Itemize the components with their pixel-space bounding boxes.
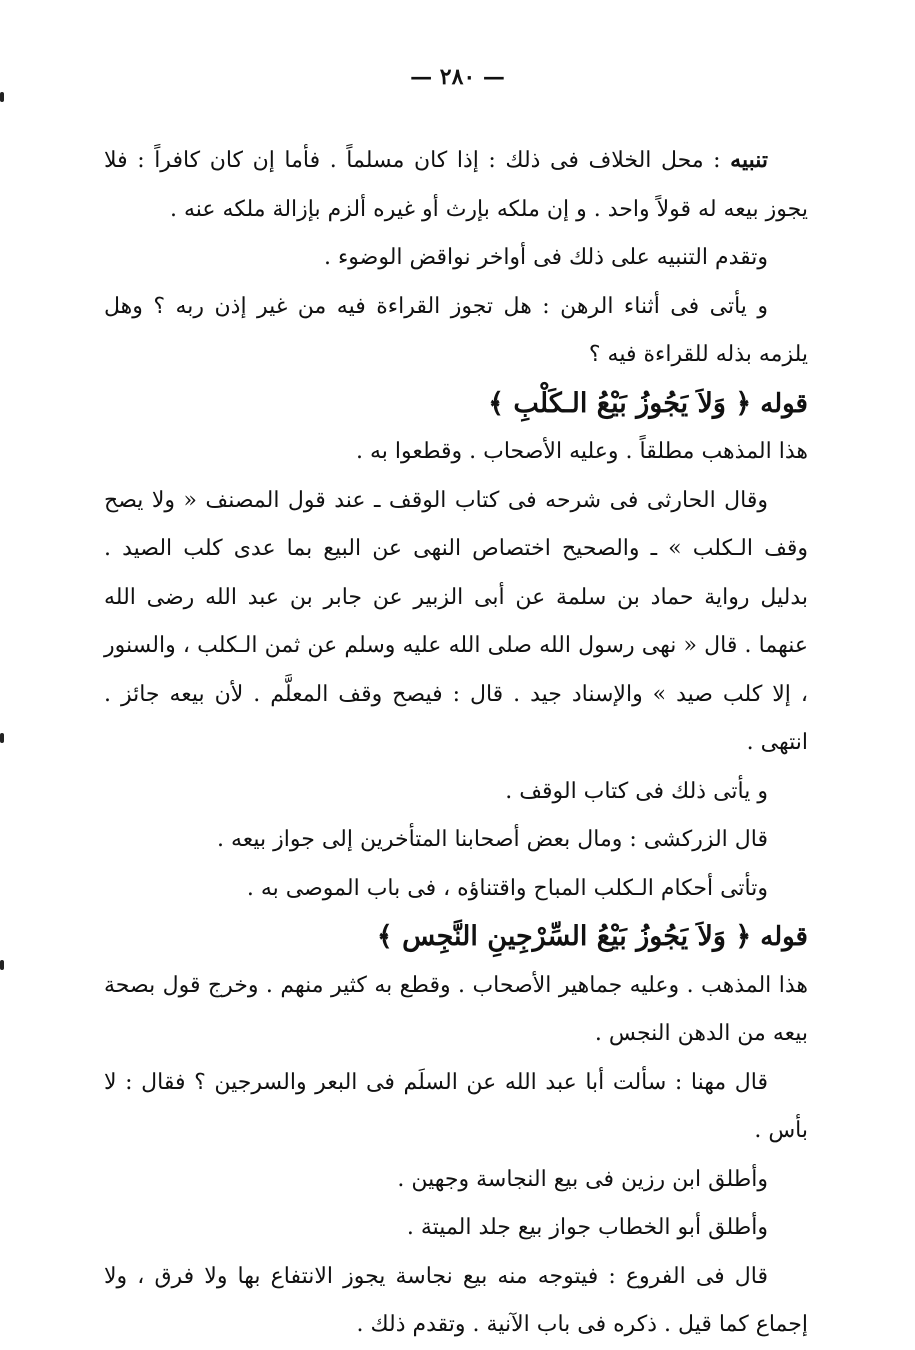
- paragraph: [104, 816, 808, 865]
- paragraph-text: وأطلق ابن رزين فى بيع النجاسة وجهين .: [397, 1166, 768, 1192]
- paragraph-text: و يأتى ذلك فى كتاب الوقف .: [505, 778, 768, 804]
- section-heading: [104, 913, 808, 962]
- page-number: — ٢٨٠ —: [410, 64, 505, 90]
- paragraph-text: هذا المذهب مطلقاً . وعليه الأصحاب . وقطعوا به .: [355, 439, 808, 464]
- paragraph: [104, 283, 808, 380]
- paragraph: [104, 1204, 808, 1253]
- heading-quote: ﴿ وَلاَ يَجُوزُ بَيْعُ السِّرْجِينِ النَّجِس ﴾: [376, 921, 752, 952]
- paragraph: [104, 865, 808, 914]
- paragraph-text: وأطلق أبو الخطاب جواز بيع جلد الميتة .: [406, 1215, 768, 1240]
- paragraph-text: : محل الخلاف فى ذلك : إذا كان مسلماً . فأما إن كان كافراً : فلا يجوز بيعه له قولاً واحد . و إن ملكه بإرث أو غيره ألزم بإزالة ملكه عنه .: [104, 148, 808, 222]
- scan-edge-mark: [0, 960, 4, 970]
- paragraph-text: وقال الحارثى فى شرحه فى كتاب الوقف ـ عند قول المصنف « ولا يصح وقف الـكلب » ـ والصحيح اختصاص النهى عن البيع بما عدى كلب الصيد . بدليل رواية حماد بن سلمة عن أبى الزبير عن جابر بن عبد الله رضى الله عنهما . قال « نهى رسول الله صلى الله عليه وسلم عن ثمن الـكلب ، والسنور ، إلا كلب صيد » والإسناد جيد . قال : فيصح وقف المعلَّم . لأن بيعه جائز . انتهى .: [104, 487, 808, 755]
- paragraph: [104, 962, 808, 1059]
- paragraph-text: هذا المذهب . وعليه جماهير الأصحاب . وقطع به كثير منهم . وخرج قول بصحة بيعه من الدهن النجس .: [104, 972, 808, 1046]
- heading-prefix: قوله: [760, 388, 808, 419]
- section-heading: [104, 380, 808, 429]
- note-label: تنبيه: [730, 147, 768, 173]
- heading-quote: ﴿ وَلاَ يَجُوزُ بَيْعُ الـكَلْبِ ﴾: [488, 387, 752, 419]
- paragraph-text: و يأتى فى أثناء الرهن : هل تجوز القراءة فيه من غير إذن ربه ؟ وهل يلزمه بذله للقراءة فيه ؟: [104, 293, 808, 367]
- paragraph-text: قال الزركشى : ومال بعض أصحابنا المتأخرين إلى جواز بيعه .: [216, 827, 768, 852]
- paragraph: [104, 428, 808, 477]
- paragraph-text: وتقدم التنبيه على ذلك فى أواخر نواقض الوضوء .: [323, 245, 768, 270]
- paragraph-text: قال مهنا : سألت أبا عبد الله عن السلَم فى البعر والسرجين ؟ فقال : لا بأس .: [104, 1069, 808, 1143]
- paragraph: [104, 477, 808, 768]
- paragraph-text: وتأتى أحكام الـكلب المباح واقتناؤه ، فى باب الموصى به .: [246, 875, 768, 901]
- paragraph: [104, 1059, 808, 1156]
- paragraph: [104, 136, 808, 234]
- body-text: [104, 136, 808, 1350]
- paragraph: [104, 234, 808, 283]
- scan-edge-mark: [0, 733, 4, 743]
- paragraph: [104, 768, 808, 817]
- scan-edge-mark: [0, 92, 4, 102]
- paragraph: [104, 1156, 808, 1205]
- heading-prefix: قوله: [760, 922, 808, 952]
- paragraph: [104, 1253, 808, 1350]
- paragraph-text: قال فى الفروع : فيتوجه منه بيع نجاسة يجوز الانتفاع بها ولا فرق ، ولا إجماع كما قيل . ذكره فى باب الآنية . وتقدم ذلك .: [104, 1263, 808, 1337]
